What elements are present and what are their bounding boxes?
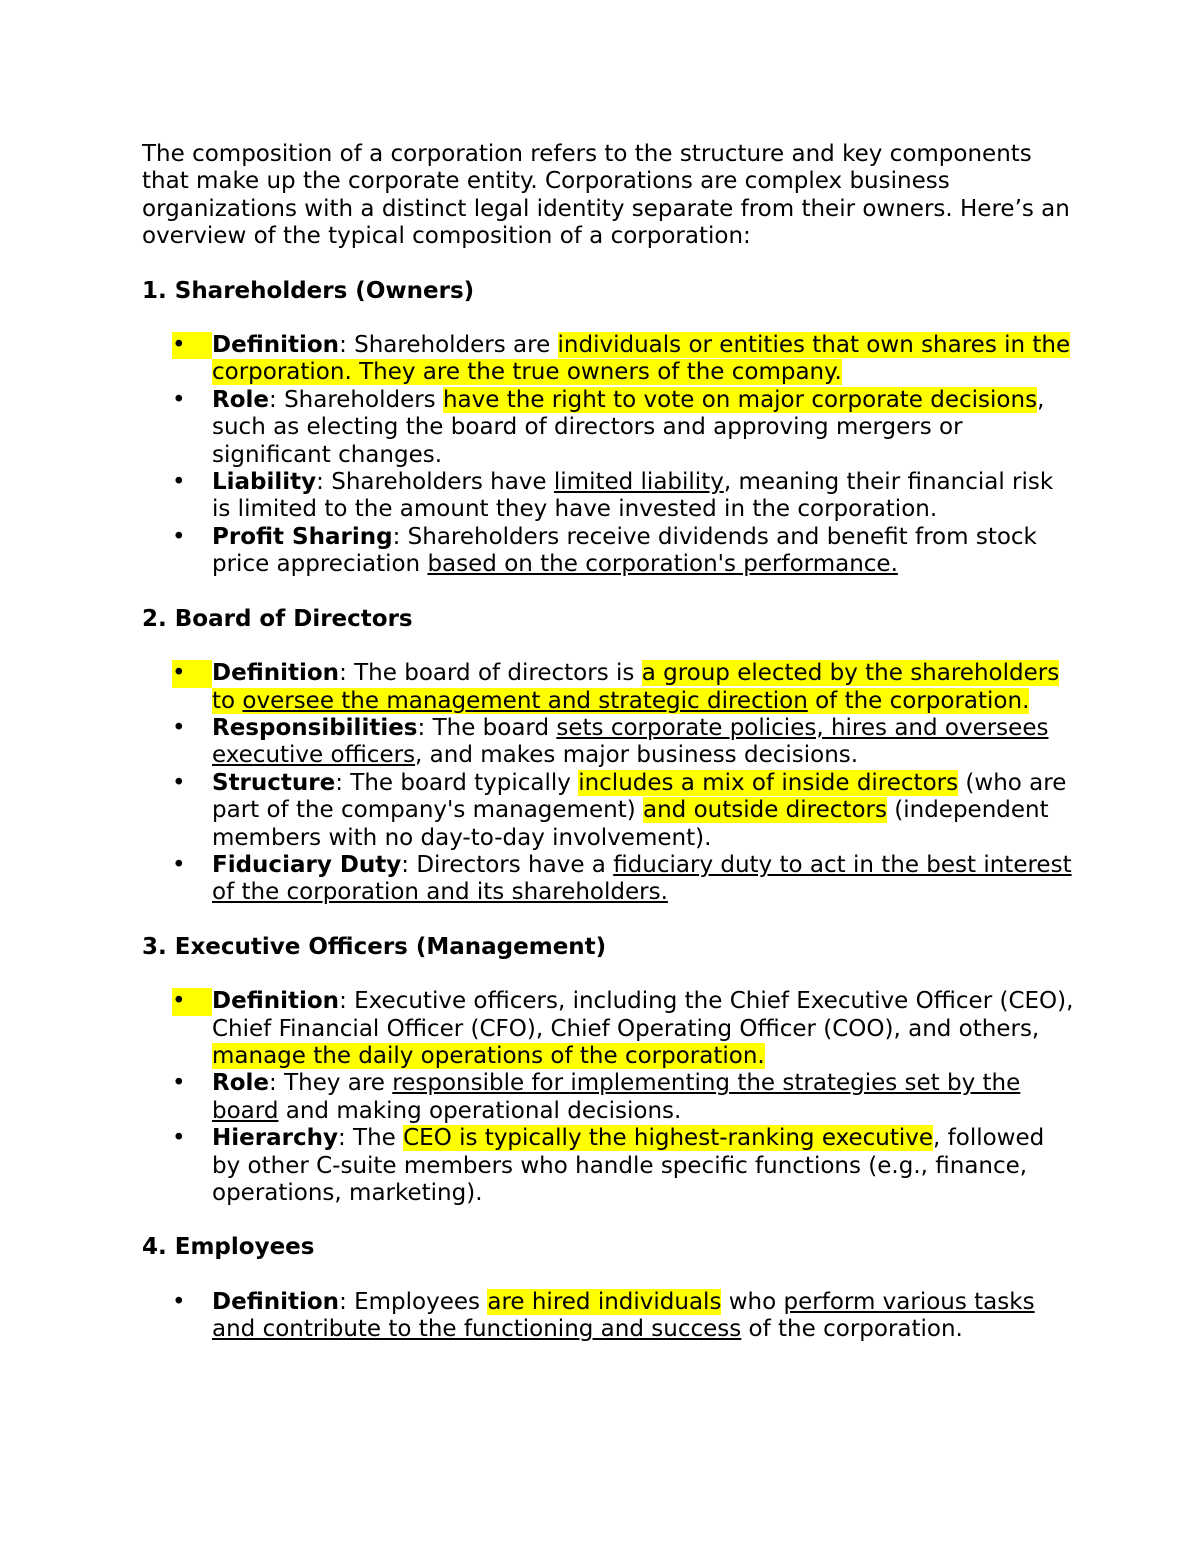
highlighted-text: includes a mix of inside directors <box>578 769 959 796</box>
list-item <box>142 1125 1077 1207</box>
item-text: (independent members with no day-to-day involvement). <box>212 797 1049 851</box>
underlined-text: perform various tasks and contribute to the functioning and success <box>212 1288 1035 1343</box>
underlined-text: limited liability <box>553 469 724 496</box>
bullet-icon: • <box>172 332 212 359</box>
bullet-icon: • <box>172 988 212 1015</box>
section-heading-board: 2. Board of Directors <box>142 605 413 632</box>
item-term: Profit Sharing <box>212 523 393 550</box>
item-text: Shareholders are <box>354 332 558 359</box>
item-separator: : <box>339 988 355 1015</box>
item-separator: : <box>269 386 285 413</box>
list-item <box>142 770 1077 852</box>
executive-officers-list <box>142 988 1077 1207</box>
item-separator: : <box>316 469 332 496</box>
bullet-icon: • <box>172 714 186 741</box>
list-item <box>142 660 1077 715</box>
bullet-icon: • <box>172 769 186 796</box>
item-text: Shareholders receive dividends and benefit from stock price appreciation <box>212 523 1037 578</box>
employees-list <box>142 1289 1077 1344</box>
item-text: Shareholders have <box>331 469 554 496</box>
document-body <box>142 141 1077 1371</box>
highlighted-text: of the corporation. <box>807 687 1030 714</box>
list-item <box>142 988 1077 1070</box>
highlighted-text: CEO is typically the highest-ranking executive <box>403 1125 934 1152</box>
item-text: The board <box>432 714 557 741</box>
underlined-text: responsible for implementing the strategies set by the board <box>212 1070 1021 1124</box>
highlighted-text: and outside directors <box>643 797 887 824</box>
item-term: Hierarchy <box>212 1125 338 1152</box>
list-item <box>142 387 1077 469</box>
list-item <box>142 852 1077 907</box>
item-text: Employees <box>354 1288 488 1315</box>
item-separator: : <box>339 660 355 687</box>
item-text: The board typically <box>350 769 579 796</box>
bullet-icon: • <box>172 386 186 413</box>
item-separator: : <box>269 1070 285 1097</box>
item-separator: : <box>417 714 433 741</box>
board-list <box>142 660 1077 907</box>
list-item <box>142 1070 1077 1125</box>
bullet-icon: • <box>172 1288 186 1315</box>
item-term: Definition <box>212 660 340 687</box>
intro-paragraph: The composition of a corporation refers to the structure and key components that make up the corporate entity. Corporations are complex business organizations with a distinct legal identity separate from their owners. Here’s an overview of the typical composition of a corporation: <box>142 141 1070 250</box>
section-heading-shareholders: 1. Shareholders (Owners) <box>142 277 475 304</box>
item-text: , and makes major business decisions. <box>415 742 859 769</box>
item-term: Responsibilities <box>212 714 418 741</box>
highlighted-text: a group elected by the shareholders to <box>212 660 1060 714</box>
bullet-icon: • <box>172 660 212 687</box>
highlighted-underlined-text: oversee the management and strategic direction <box>242 687 808 714</box>
list-item <box>142 469 1077 524</box>
item-term: Fiduciary Duty <box>212 851 402 878</box>
underlined-text: based on the corporation's performance. <box>427 551 898 578</box>
item-separator: : <box>337 1125 354 1152</box>
item-separator: : <box>392 523 408 550</box>
item-separator: : <box>401 851 417 878</box>
item-term: Definition <box>212 332 340 359</box>
highlighted-text: individuals or entities that own shares in the corporation. They are the true owners of the company. <box>212 332 1071 386</box>
section-heading-executive-officers: 3. Executive Officers (Management) <box>142 933 607 960</box>
underlined-text: fiduciary duty to act in the best interest of the corporation and its shareholders. <box>212 851 1072 906</box>
underlined-text: sets corporate policies, hires and oversees executive officers <box>212 714 1049 769</box>
item-term: Role <box>212 1070 269 1097</box>
item-separator: : <box>339 332 355 359</box>
bullet-icon: • <box>172 851 186 878</box>
shareholders-list <box>142 332 1077 579</box>
bullet-icon: • <box>172 1125 186 1152</box>
bullet-icon: • <box>172 523 186 550</box>
item-separator: : <box>339 1288 355 1315</box>
item-text: They are <box>284 1070 393 1097</box>
list-item <box>142 332 1077 387</box>
list-item <box>142 524 1077 579</box>
list-item <box>142 1289 1077 1344</box>
item-separator: : <box>335 769 351 796</box>
highlighted-text: have the right to vote on major corporate decisions <box>442 386 1038 413</box>
highlighted-text: are hired individuals <box>487 1288 722 1315</box>
item-term: Definition <box>212 988 340 1015</box>
item-text: Directors have a <box>416 851 614 878</box>
item-text: , such as electing the board of directors and approving mergers or significant changes. <box>212 386 1045 468</box>
item-text: The <box>353 1125 404 1152</box>
list-item <box>142 715 1077 770</box>
item-term: Role <box>212 386 269 413</box>
item-text: The board of directors is <box>354 660 642 687</box>
item-text: of the corporation. <box>741 1316 963 1343</box>
item-term: Structure <box>212 769 336 796</box>
item-text: Shareholders <box>284 386 443 413</box>
item-text: , meaning their financial risk is limited to the amount they have invested in the corporation. <box>212 469 1054 523</box>
item-text: Executive officers, including the Chief Executive Officer (CEO), Chief Financial Officer (CFO), Chief Operating Officer (COO), and others, <box>212 988 1074 1042</box>
item-text: , followed by other C-suite members who handle specific functions (e.g., finance, operations, marketing). <box>212 1125 1045 1206</box>
item-text: (who are part of the company's management) <box>212 769 1067 824</box>
section-heading-employees: 4. Employees <box>142 1234 315 1261</box>
highlighted-text: manage the daily operations of the corporation. <box>212 1042 765 1069</box>
bullet-icon: • <box>172 469 186 496</box>
item-term: Definition <box>212 1288 340 1315</box>
item-text: who <box>721 1288 784 1315</box>
item-text: and making operational decisions. <box>278 1097 682 1124</box>
bullet-icon: • <box>172 1070 186 1097</box>
item-term: Liability <box>212 469 317 496</box>
